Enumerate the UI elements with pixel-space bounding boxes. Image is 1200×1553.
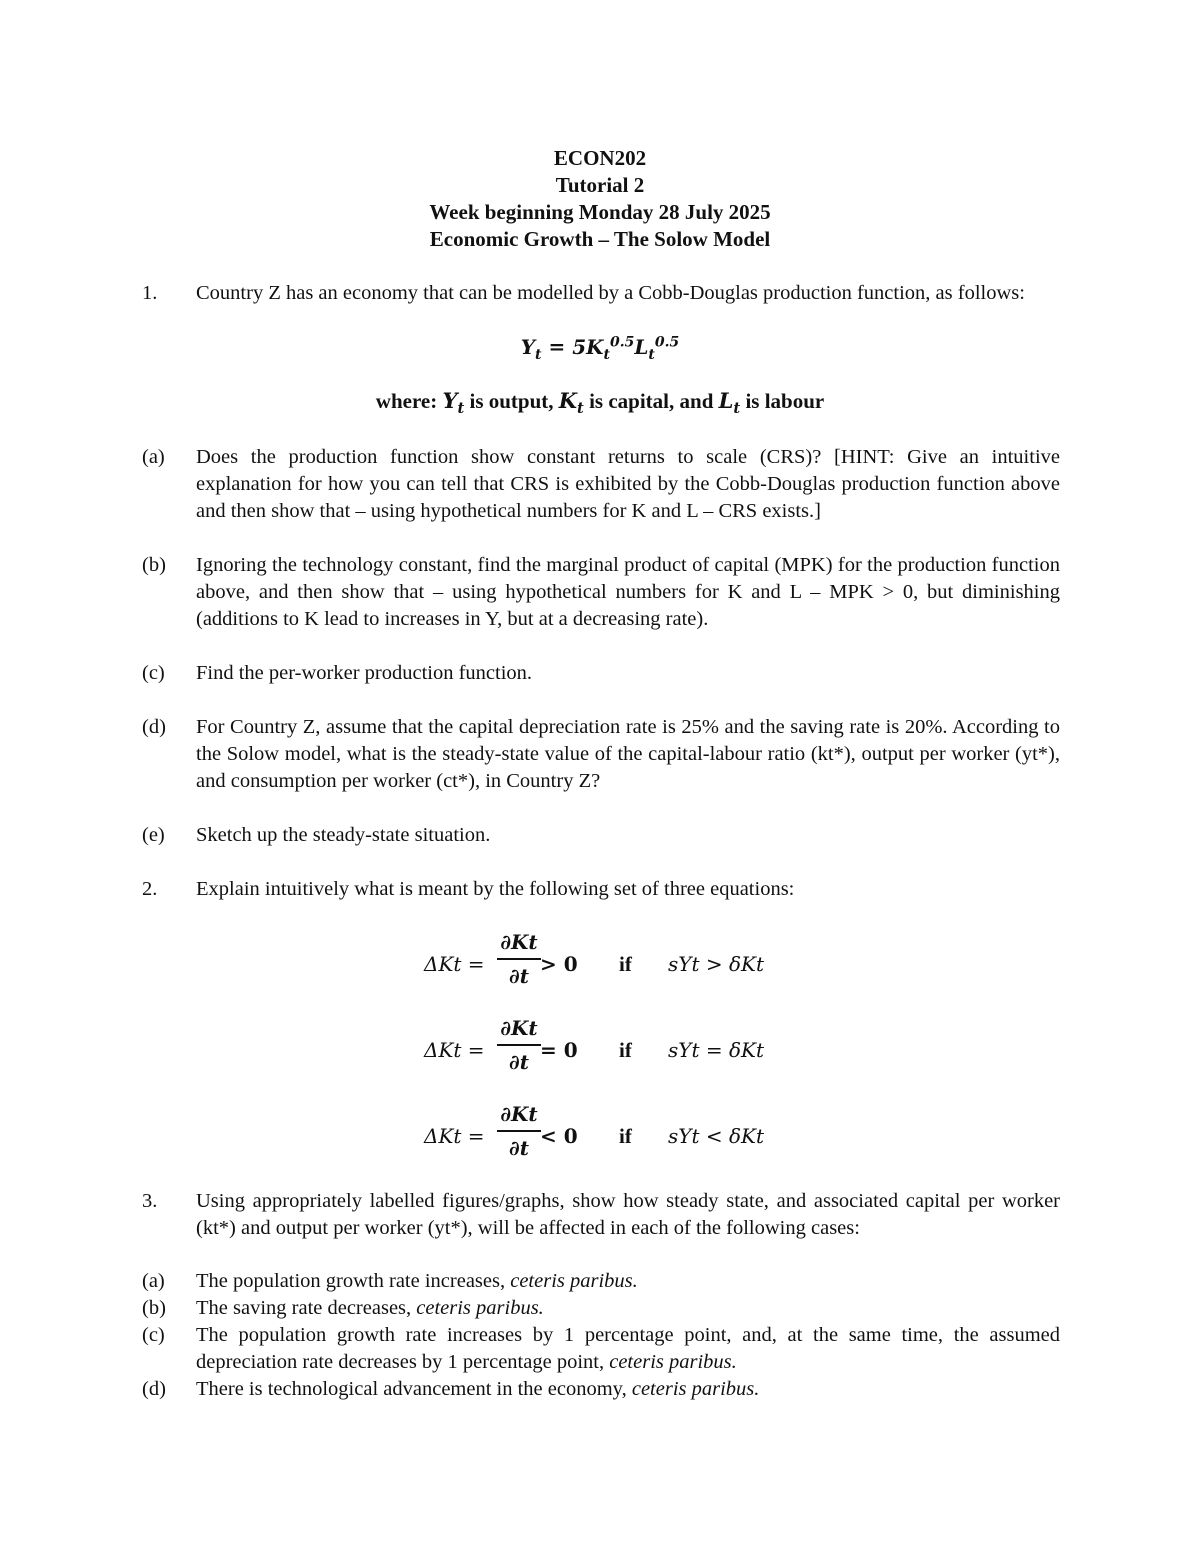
week-line: Week beginning Monday 28 July 2025 xyxy=(429,200,771,224)
q1-intro: Country Z has an economy that can be modelled by a Cobb-Douglas production function, as follows: xyxy=(196,282,1025,304)
q1c-text: Find the per-worker production function. xyxy=(196,662,533,684)
eq3-denominator: ∂t xyxy=(509,1136,529,1160)
q3d-text xyxy=(196,1376,1060,1403)
q3d-tail: ceteris paribus. xyxy=(631,1378,760,1400)
eq1-fraction xyxy=(497,930,541,988)
q3a-main: The population growth rate increases, xyxy=(196,1270,506,1292)
eq1-if: if xyxy=(619,952,632,976)
q3a-text xyxy=(196,1268,1060,1295)
tutorial-title: Tutorial 2 xyxy=(555,173,645,197)
q3c-label: (c) xyxy=(142,1324,165,1346)
q3c-text xyxy=(196,1322,1060,1376)
eq1-relation: > 0 xyxy=(540,952,578,976)
eq3-if: if xyxy=(619,1124,632,1148)
eq1-denominator: ∂t xyxy=(509,964,529,988)
q1b-text: Ignoring the technology constant, find the marginal product of capital (MPK) for the production function above, and then show that – using hypothetical numbers for K and L – MPK > 0, but diminishing (additions to K lead to increases in Y, but at a decreasing rate). xyxy=(196,554,1060,630)
eq1-numerator: ∂Kt xyxy=(500,930,538,954)
q3c-tail: ceteris paribus. xyxy=(609,1351,737,1373)
q3a-tail: ceteris paribus. xyxy=(510,1270,638,1292)
q3d-main: There is technological advancement in the economy, xyxy=(196,1378,627,1400)
q2-equation-2 xyxy=(400,1016,800,1086)
q1c-label: (c) xyxy=(142,662,165,684)
q3-number: 3. xyxy=(142,1190,158,1212)
q3b-label: (b) xyxy=(142,1297,166,1319)
q1-equation: $Y_t = 5K_t^{0.5}L_t^{0.5}$ xyxy=(520,334,680,363)
q1d-text: For Country Z, assume that the capital depreciation rate is 25% and the saving rate is 20%. According to the Solow model, what is the steady-state value of the capital-labour ratio (kt*), output per worker (yt*), and consumption per worker (ct*), in Country Z? xyxy=(196,716,1060,792)
eq1-condition: sYt > δKt xyxy=(668,952,764,976)
q1-where: where: $Y_t$ is output, $K_t$ is capital, and $L_t$ is labour xyxy=(375,388,825,418)
q3a-label: (a) xyxy=(142,1270,165,1292)
eq3-relation: < 0 xyxy=(540,1124,578,1148)
eq2-relation: = 0 xyxy=(540,1038,578,1062)
q3b-tail: ceteris paribus. xyxy=(416,1297,544,1319)
topic-title: Economic Growth – The Solow Model xyxy=(429,227,771,251)
eq3-fraction xyxy=(497,1102,541,1160)
eq2-numerator: ∂Kt xyxy=(500,1016,538,1040)
q1a-text: Does the production function show constant returns to scale (CRS)? [HINT: Give an intuitive explanation for how you can tell that CRS is exhibited by the Cobb-Douglas production function above and then show that – using hypothetical numbers for K and L – CRS exists.] xyxy=(196,446,1060,522)
q2-equation-1 xyxy=(400,930,800,1000)
eq3-numerator: ∂Kt xyxy=(500,1102,538,1126)
q1d-label: (d) xyxy=(142,716,166,738)
eq2-if: if xyxy=(619,1038,632,1062)
q1e-label: (e) xyxy=(142,824,165,846)
eq1-lhs: ΔKt = xyxy=(424,952,485,976)
q2-equation-3 xyxy=(400,1102,800,1172)
course-code: ECON202 xyxy=(553,146,647,170)
q1b-label: (b) xyxy=(142,554,166,576)
eq3-condition: sYt < δKt xyxy=(668,1124,764,1148)
eq2-condition: sYt = δKt xyxy=(668,1038,764,1062)
q3b-text xyxy=(196,1295,1060,1322)
q2-number: 2. xyxy=(142,878,158,900)
q1-number: 1. xyxy=(142,282,158,304)
q3c-main: The population growth rate increases by 1 percentage point, and, at the same time, the assumed depreciation rate decreases by 1 percentage point, xyxy=(196,1324,1060,1373)
q3b-main: The saving rate decreases, xyxy=(196,1297,412,1319)
eq2-lhs: ΔKt = xyxy=(424,1038,485,1062)
q1e-text: Sketch up the steady-state situation. xyxy=(196,824,491,846)
q1a-label: (a) xyxy=(142,446,165,468)
q2-intro: Explain intuitively what is meant by the following set of three equations: xyxy=(196,878,795,900)
q3d-label: (d) xyxy=(142,1378,166,1400)
eq2-denominator: ∂t xyxy=(509,1050,529,1074)
q3-intro: Using appropriately labelled figures/graphs, show how steady state, and associated capital per worker (kt*) and output per worker (yt*), will be affected in each of the following cases: xyxy=(196,1190,1060,1239)
eq2-fraction xyxy=(497,1016,541,1074)
eq3-lhs: ΔKt = xyxy=(424,1124,485,1148)
